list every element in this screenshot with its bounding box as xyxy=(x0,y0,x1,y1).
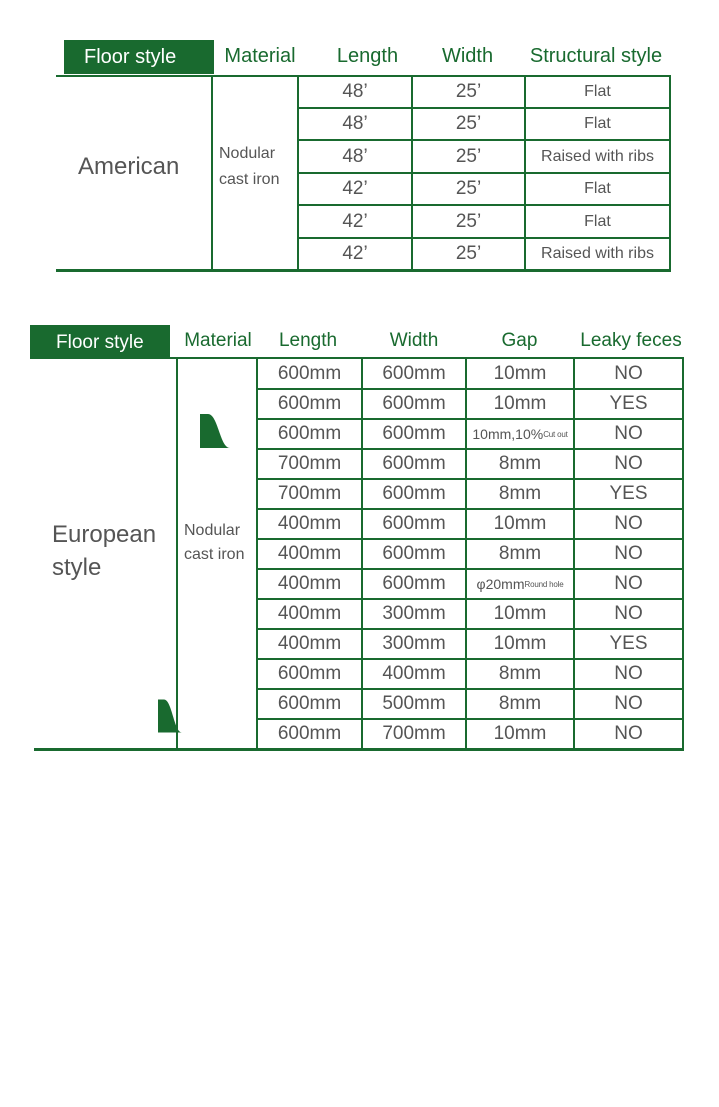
american-width-cell: 25’ xyxy=(455,210,482,232)
european-width-cell: 700mm xyxy=(382,723,446,744)
american-length-cell: 42’ xyxy=(342,243,368,264)
american-structure-cell: Flat xyxy=(584,115,611,132)
european-divider-right xyxy=(682,357,684,750)
european-gap-cell: 8mm xyxy=(498,543,542,564)
european-leaky-cell: YES xyxy=(609,393,648,414)
european-gap-cell: 10mm xyxy=(493,363,547,384)
american-width-cell: 25’ xyxy=(455,113,482,134)
american-structure-cell: Flat xyxy=(584,180,611,197)
european-length-cell: 600mm xyxy=(277,663,342,684)
european-leaky-cell: NO xyxy=(614,693,643,714)
european-header-material: Material xyxy=(184,330,252,351)
european-width-cell: 600mm xyxy=(382,573,446,594)
european-gap-cell: 10mm xyxy=(493,603,547,624)
american-length-cell: 42’ xyxy=(342,178,368,199)
european-length-cell: 700mm xyxy=(277,483,342,504)
european-gap-cell: 10mm xyxy=(493,513,547,534)
european-length-cell: 400mm xyxy=(277,633,342,654)
european-header-width: Width xyxy=(389,330,439,351)
european-gap-note: Round hole xyxy=(524,579,564,589)
european-length-cell: 600mm xyxy=(277,423,342,444)
european-width-cell: 600mm xyxy=(382,483,446,504)
american-style-name: American xyxy=(78,153,180,180)
american-length-cell: 48’ xyxy=(342,145,368,167)
european-header-leaky-feces: Leaky feces xyxy=(580,330,682,351)
european-leaky-cell: NO xyxy=(614,423,643,444)
european-length-cell: 400mm xyxy=(277,603,342,624)
european-leaky-cell: YES xyxy=(609,633,648,654)
european-length-cell: 600mm xyxy=(277,393,342,414)
european-style-line1: European xyxy=(52,521,157,548)
american-header-material: Material xyxy=(224,45,296,67)
european-leaky-cell: NO xyxy=(614,513,643,534)
european-width-cell: 300mm xyxy=(382,603,446,624)
american-width-cell: 25’ xyxy=(455,145,482,167)
european-gap-cell xyxy=(467,419,573,449)
european-gap-cell: 8mm xyxy=(498,663,542,684)
european-gap-value: φ20mm xyxy=(476,576,525,592)
european-style-line2: style xyxy=(52,554,102,581)
european-length-cell: 400mm xyxy=(277,573,342,594)
american-structure-cell: Raised with ribs xyxy=(541,245,654,262)
european-width-cell: 600mm xyxy=(382,543,446,564)
european-header-gap: Gap xyxy=(501,330,538,351)
european-length-cell: 600mm xyxy=(277,363,342,384)
american-length-cell: 42’ xyxy=(342,210,368,232)
european-width-cell: 600mm xyxy=(382,423,446,444)
american-material-line1: Nodular xyxy=(219,145,276,162)
european-length-cell: 700mm xyxy=(277,453,342,474)
american-structure-cell: Raised with ribs xyxy=(541,147,654,165)
european-leaky-cell: NO xyxy=(614,543,643,564)
american-width-cell: 25’ xyxy=(455,81,482,102)
european-gap-cell xyxy=(467,569,573,599)
european-length-cell: 400mm xyxy=(277,513,342,534)
european-gap-cell: 10mm xyxy=(493,633,547,654)
european-gap-cell: 10mm xyxy=(493,723,547,744)
european-length-cell: 600mm xyxy=(277,693,342,714)
european-gap-cell: 8mm xyxy=(498,453,542,474)
european-header-length: Length xyxy=(278,330,338,351)
european-leaky-cell: NO xyxy=(614,603,643,624)
european-leaky-cell: NO xyxy=(614,573,643,594)
american-structure-cell: Flat xyxy=(584,83,611,100)
american-length-cell: 48’ xyxy=(342,81,368,102)
european-width-cell: 400mm xyxy=(382,663,446,684)
european-material-line1: Nodular xyxy=(184,522,241,539)
european-length-cell: 600mm xyxy=(277,723,342,744)
european-width-cell: 600mm xyxy=(382,453,446,474)
european-gap-note: Cut out xyxy=(543,429,568,439)
american-width-cell: 25’ xyxy=(455,243,482,264)
american-floor-style-tab xyxy=(64,40,214,74)
american-structure-cell: Flat xyxy=(584,212,611,230)
european-material-line2: cast iron xyxy=(184,546,245,563)
american-width-cell: 25’ xyxy=(455,178,482,199)
european-tab-label: Floor style xyxy=(56,332,144,353)
american-header-width: Width xyxy=(441,45,494,67)
european-leaky-cell: NO xyxy=(614,363,643,384)
european-gap-value: 10mm,10% xyxy=(472,426,544,442)
european-leaky-cell: NO xyxy=(614,453,643,474)
european-width-cell: 500mm xyxy=(382,693,446,714)
european-leaky-cell: NO xyxy=(614,663,643,684)
european-leaky-cell: NO xyxy=(614,723,643,744)
european-length-cell: 400mm xyxy=(277,543,342,564)
european-style-name xyxy=(52,518,156,584)
european-gap-cell: 8mm xyxy=(498,483,542,504)
european-width-cell: 600mm xyxy=(382,363,446,384)
american-header-length: Length xyxy=(336,45,399,67)
european-gap-cell: 8mm xyxy=(498,693,542,714)
european-tab-curve xyxy=(158,325,182,1107)
european-width-cell: 600mm xyxy=(382,513,446,534)
american-length-cell: 48’ xyxy=(342,113,368,134)
american-header-structural-style: Structural style xyxy=(529,45,663,67)
european-gap-cell: 10mm xyxy=(493,393,547,414)
european-width-cell: 300mm xyxy=(382,633,446,654)
european-leaky-cell: YES xyxy=(609,483,648,504)
european-width-cell: 600mm xyxy=(382,393,446,414)
american-bottom-line xyxy=(56,269,671,272)
american-tab-curve xyxy=(200,40,230,822)
american-tab-label: Floor style xyxy=(84,46,177,68)
european-floor-style-tab xyxy=(30,325,170,358)
american-material-line2: cast iron xyxy=(219,171,280,188)
